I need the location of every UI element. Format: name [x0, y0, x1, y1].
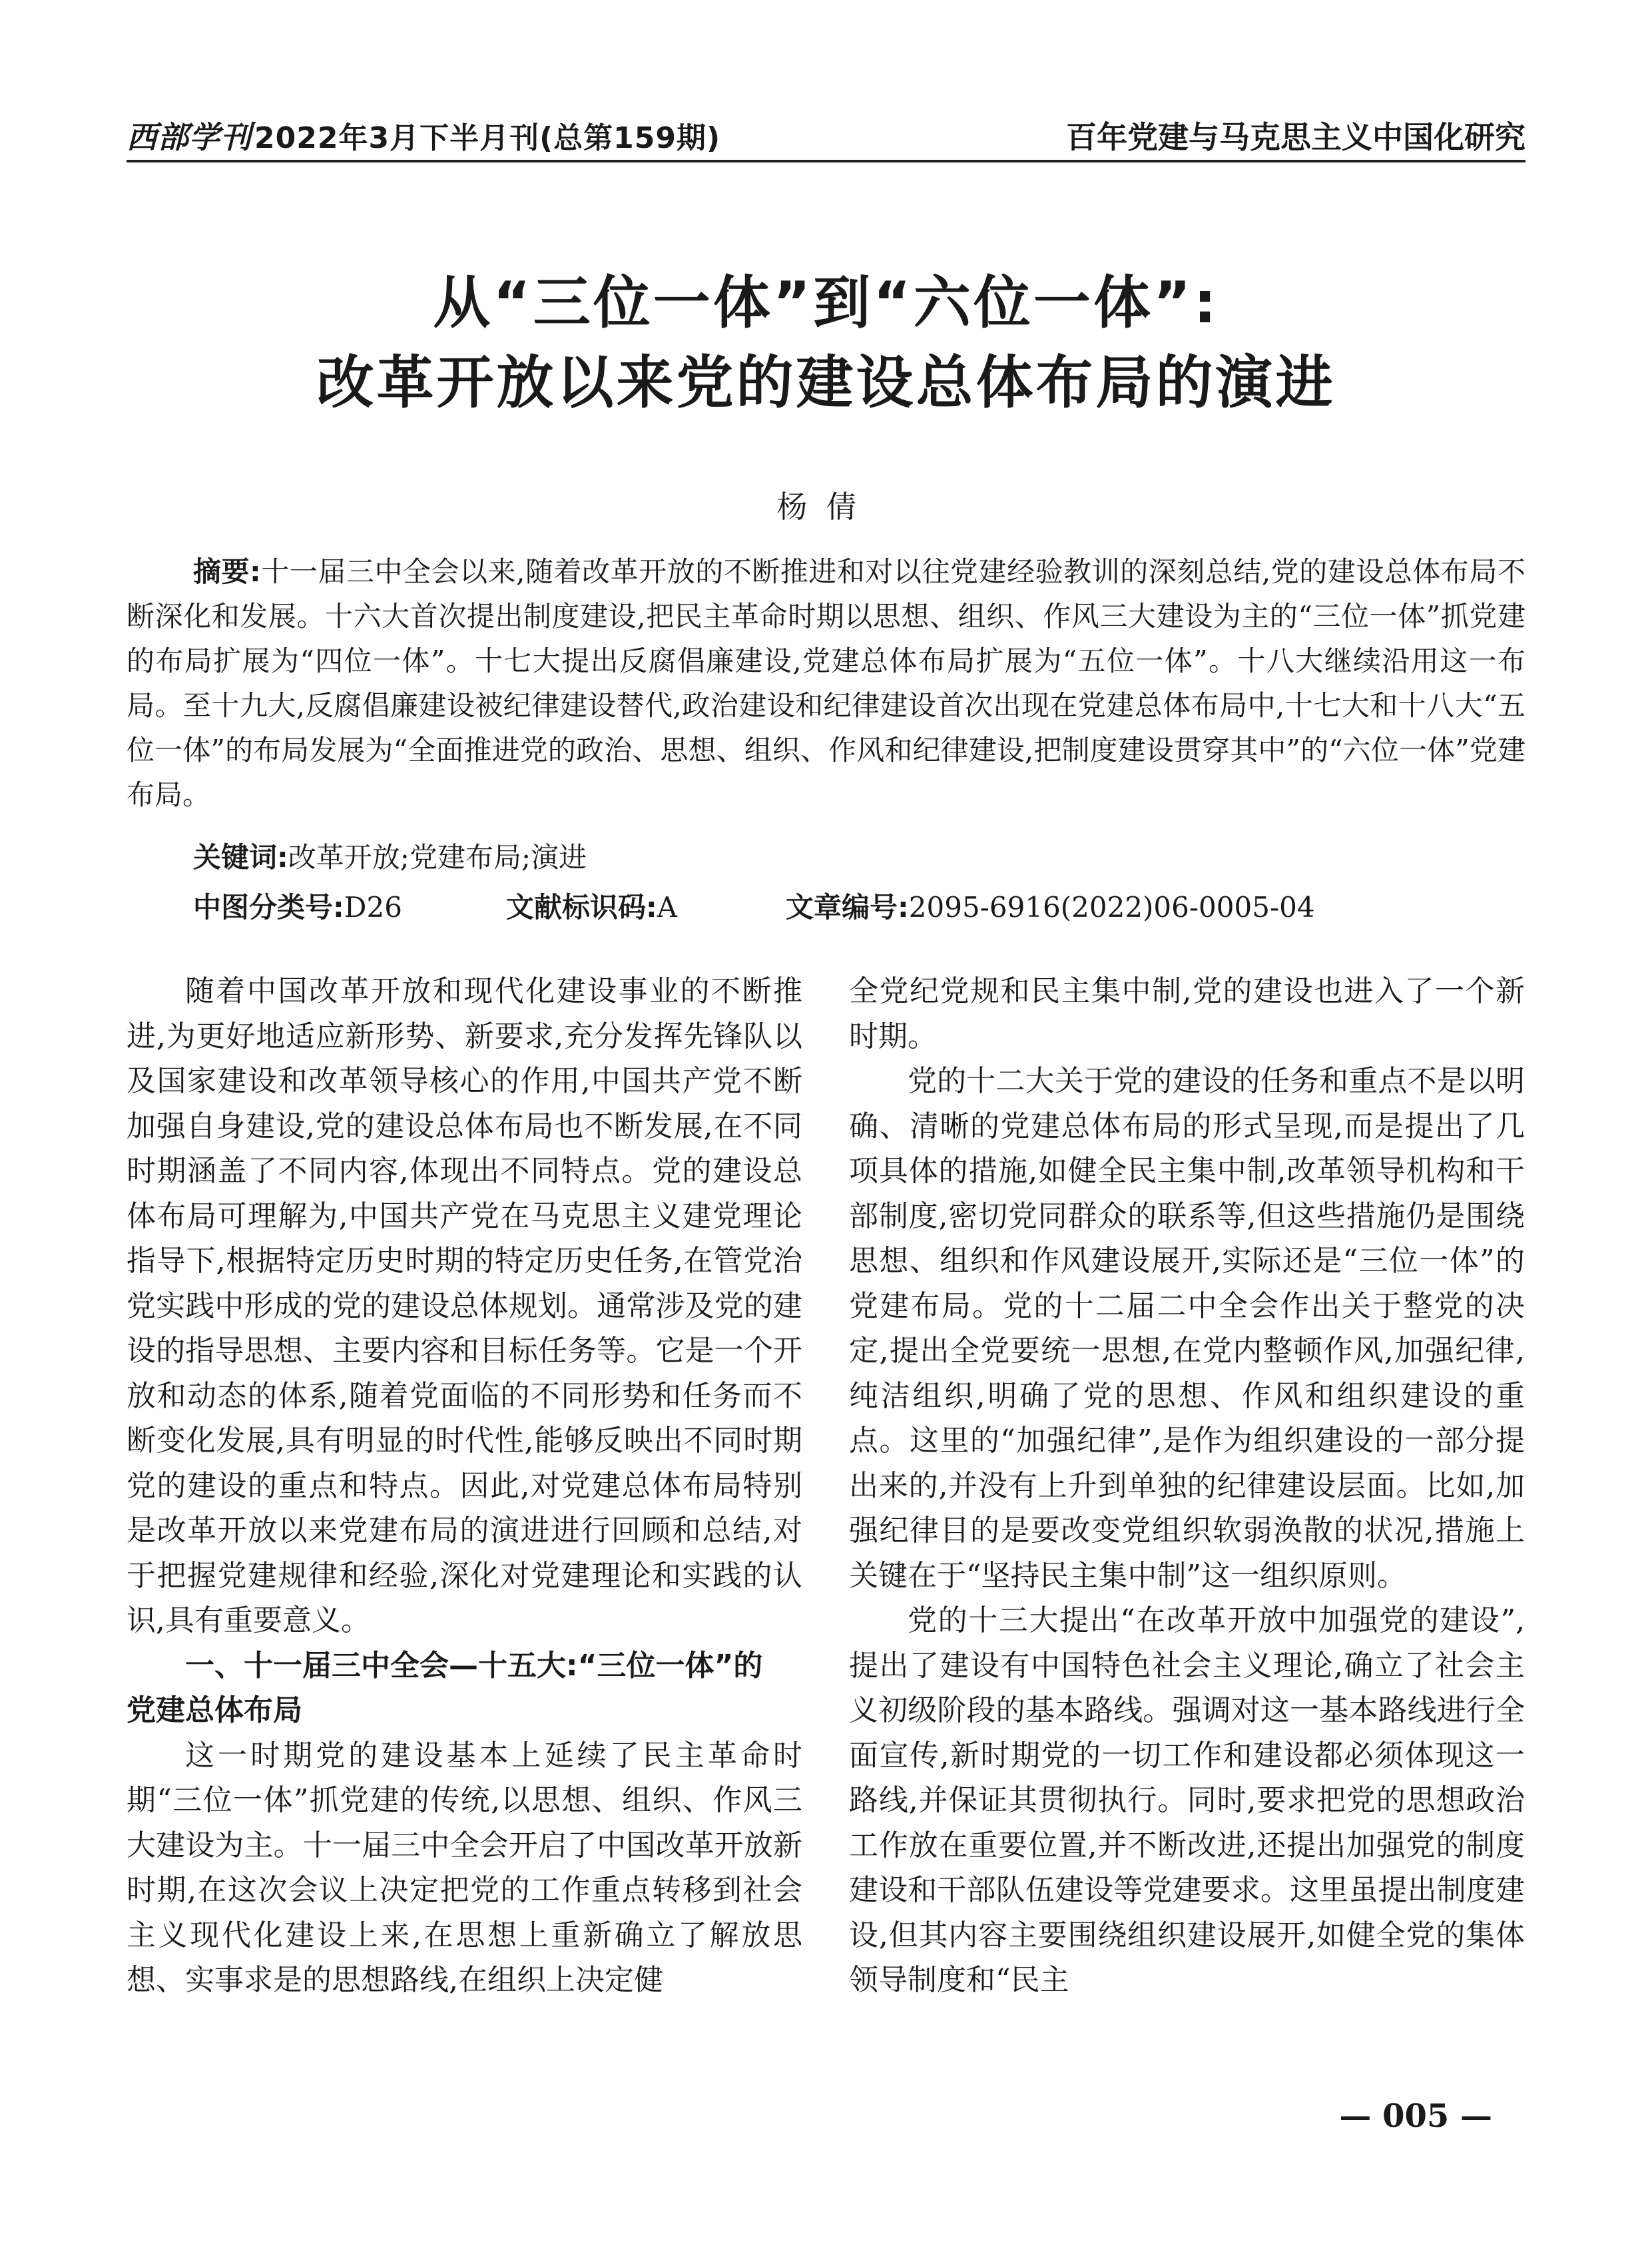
journal-issue: [127, 113, 720, 157]
page-number: — 005 —: [1339, 2098, 1492, 2135]
paragraph-13th-congress: 党的十三大提出“在改革开放中加强党的建设”,提出了建设有中国特色社会主义理论,确立了社会主义初级阶段的基本路线。强调对这一基本路线进行全面宣传,新时期党的一切工作和建设都必须体现这一路线,并保证其贯彻执行。同时,要求把党的思想政治工作放在重要位置,并不断改进,还提出加强党的制度建设和干部队伍建设等党建要求。这里虽提出制度建设,但其内容主要围绕组织建设展开,如健全党的集体领导制度和“民主: [849, 1603, 1525, 1997]
clc-label: 中图分类号:: [193, 891, 344, 924]
section-heading-part-2: 党建总体布局: [127, 1693, 302, 1727]
article-number: [786, 886, 1315, 926]
abstract: [127, 549, 1525, 817]
column-name: 百年党建与马克思主义中国化研究: [1066, 119, 1525, 155]
body-column-right: [849, 969, 1525, 2003]
header-rule: [127, 160, 1525, 162]
article-label: 文章编号:: [786, 891, 909, 924]
paragraph-12th-congress: 党的十二大关于党的建设的任务和重点不是以明确、清晰的党建总体布局的形式呈现,而是提出了几项具体的措施,如健全民主集中制,改革领导机构和干部制度,密切党同群众的联系等,但这些措施仍是围绕思想、组织和作风建设展开,实际还是“三位一体”的党建布局。党的十二届二中全会作出关于整党的决定,提出全党要统一思想,在党内整顿作风,加强纪律,纯洁组织,明确了党的思想、作风和组织建设的重点。这里的“加强纪律”,是作为组织建设的一部分提出来的,并没有上升到单独的纪律建设层面。比如,加强纪律目的是要改变党组织软弱涣散的状况,措施上关键在于“坚持民主集中制”这一组织原则。: [849, 1064, 1525, 1593]
paragraph-continued: 全党纪党规和民主集中制,党的建设也进入了一个新时期。: [849, 974, 1525, 1053]
article-meta: [193, 886, 1392, 926]
journal-logo: 西部学刊: [127, 119, 252, 155]
clc-value: D26: [344, 891, 402, 924]
issue-label: 2022年3月下半月刊(总第159期): [254, 121, 721, 155]
keywords-label: 关键词:: [193, 841, 288, 874]
abstract-label: 摘要:: [193, 555, 261, 588]
paragraph-section1: 这一时期党的建设基本上延续了民主革命时期“三位一体”抓党建的传统,以思想、组织、作风三大建设为主。十一届三中全会开启了中国改革开放新时期,在这次会议上决定把党的工作重点转移到社会主义现代化建设上来,在思想上重新确立了解放思想、实事求是的思想路线,在组织上决定健: [127, 1738, 802, 1997]
author: 杨倩: [776, 489, 876, 525]
body-column-left: [127, 969, 802, 2003]
running-header: [127, 107, 1525, 166]
title-line-2: 改革开放以来党的建设总体布局的演进: [316, 350, 1336, 416]
section-heading-part-1: 一、十一届三中全会—十五大:“三位一体”的: [185, 1648, 763, 1683]
section-heading: [127, 1643, 802, 1733]
title-line-1: 从“三位一体”到“六位一体”:: [433, 270, 1219, 336]
keywords: [193, 836, 587, 876]
clc-code: [193, 886, 402, 926]
doc-value: A: [657, 891, 678, 924]
keywords-text: 改革开放;党建布局;演进: [288, 841, 587, 874]
article-value: 2095-6916(2022)06-0005-04: [908, 891, 1315, 924]
doc-code: [506, 886, 677, 926]
doc-label: 文献标识码:: [506, 891, 657, 924]
paragraph-intro: 随着中国改革开放和现代化建设事业的不断推进,为更好地适应新形势、新要求,充分发挥先锋队以及国家建设和改革领导核心的作用,中国共产党不断加强自身建设,党的建设总体布局也不断发展,在不同时期涵盖了不同内容,体现出不同特点。党的建设总体布局可理解为,中国共产党在马克思主义建党理论指导下,根据特定历史时期的特定历史任务,在管党治党实践中形成的党的建设总体规划。通常涉及党的建设的指导思想、主要内容和目标任务等。它是一个开放和动态的体系,随着党面临的不同形势和任务而不断变化发展,具有明显的时代性,能够反映出不同时期党的建设的重点和特点。因此,对党建总体布局特别是改革开放以来党建布局的演进进行回顾和总结,对于把握党建规律和经验,深化对党建理论和实践的认识,具有重要意义。: [127, 974, 802, 1637]
abstract-text: 十一届三中全会以来,随着改革开放的不断推进和对以往党建经验教训的深刻总结,党的建设总体布局不断深化和发展。十六大首次提出制度建设,把民主革命时期以思想、组织、作风三大建设为主的“三位一体”抓党建的布局扩展为“四位一体”。十七大提出反腐倡廉建设,党建总体布局扩展为“五位一体”。十八大继续沿用这一布局。至十九大,反腐倡廉建设被纪律建设替代,政治建设和纪律建设首次出现在党建总体布局中,十七大和十八大“五位一体”的布局发展为“全面推进党的政治、思想、组织、作风和纪律建设,把制度建设贯穿其中”的“六位一体”党建布局。: [127, 555, 1525, 811]
